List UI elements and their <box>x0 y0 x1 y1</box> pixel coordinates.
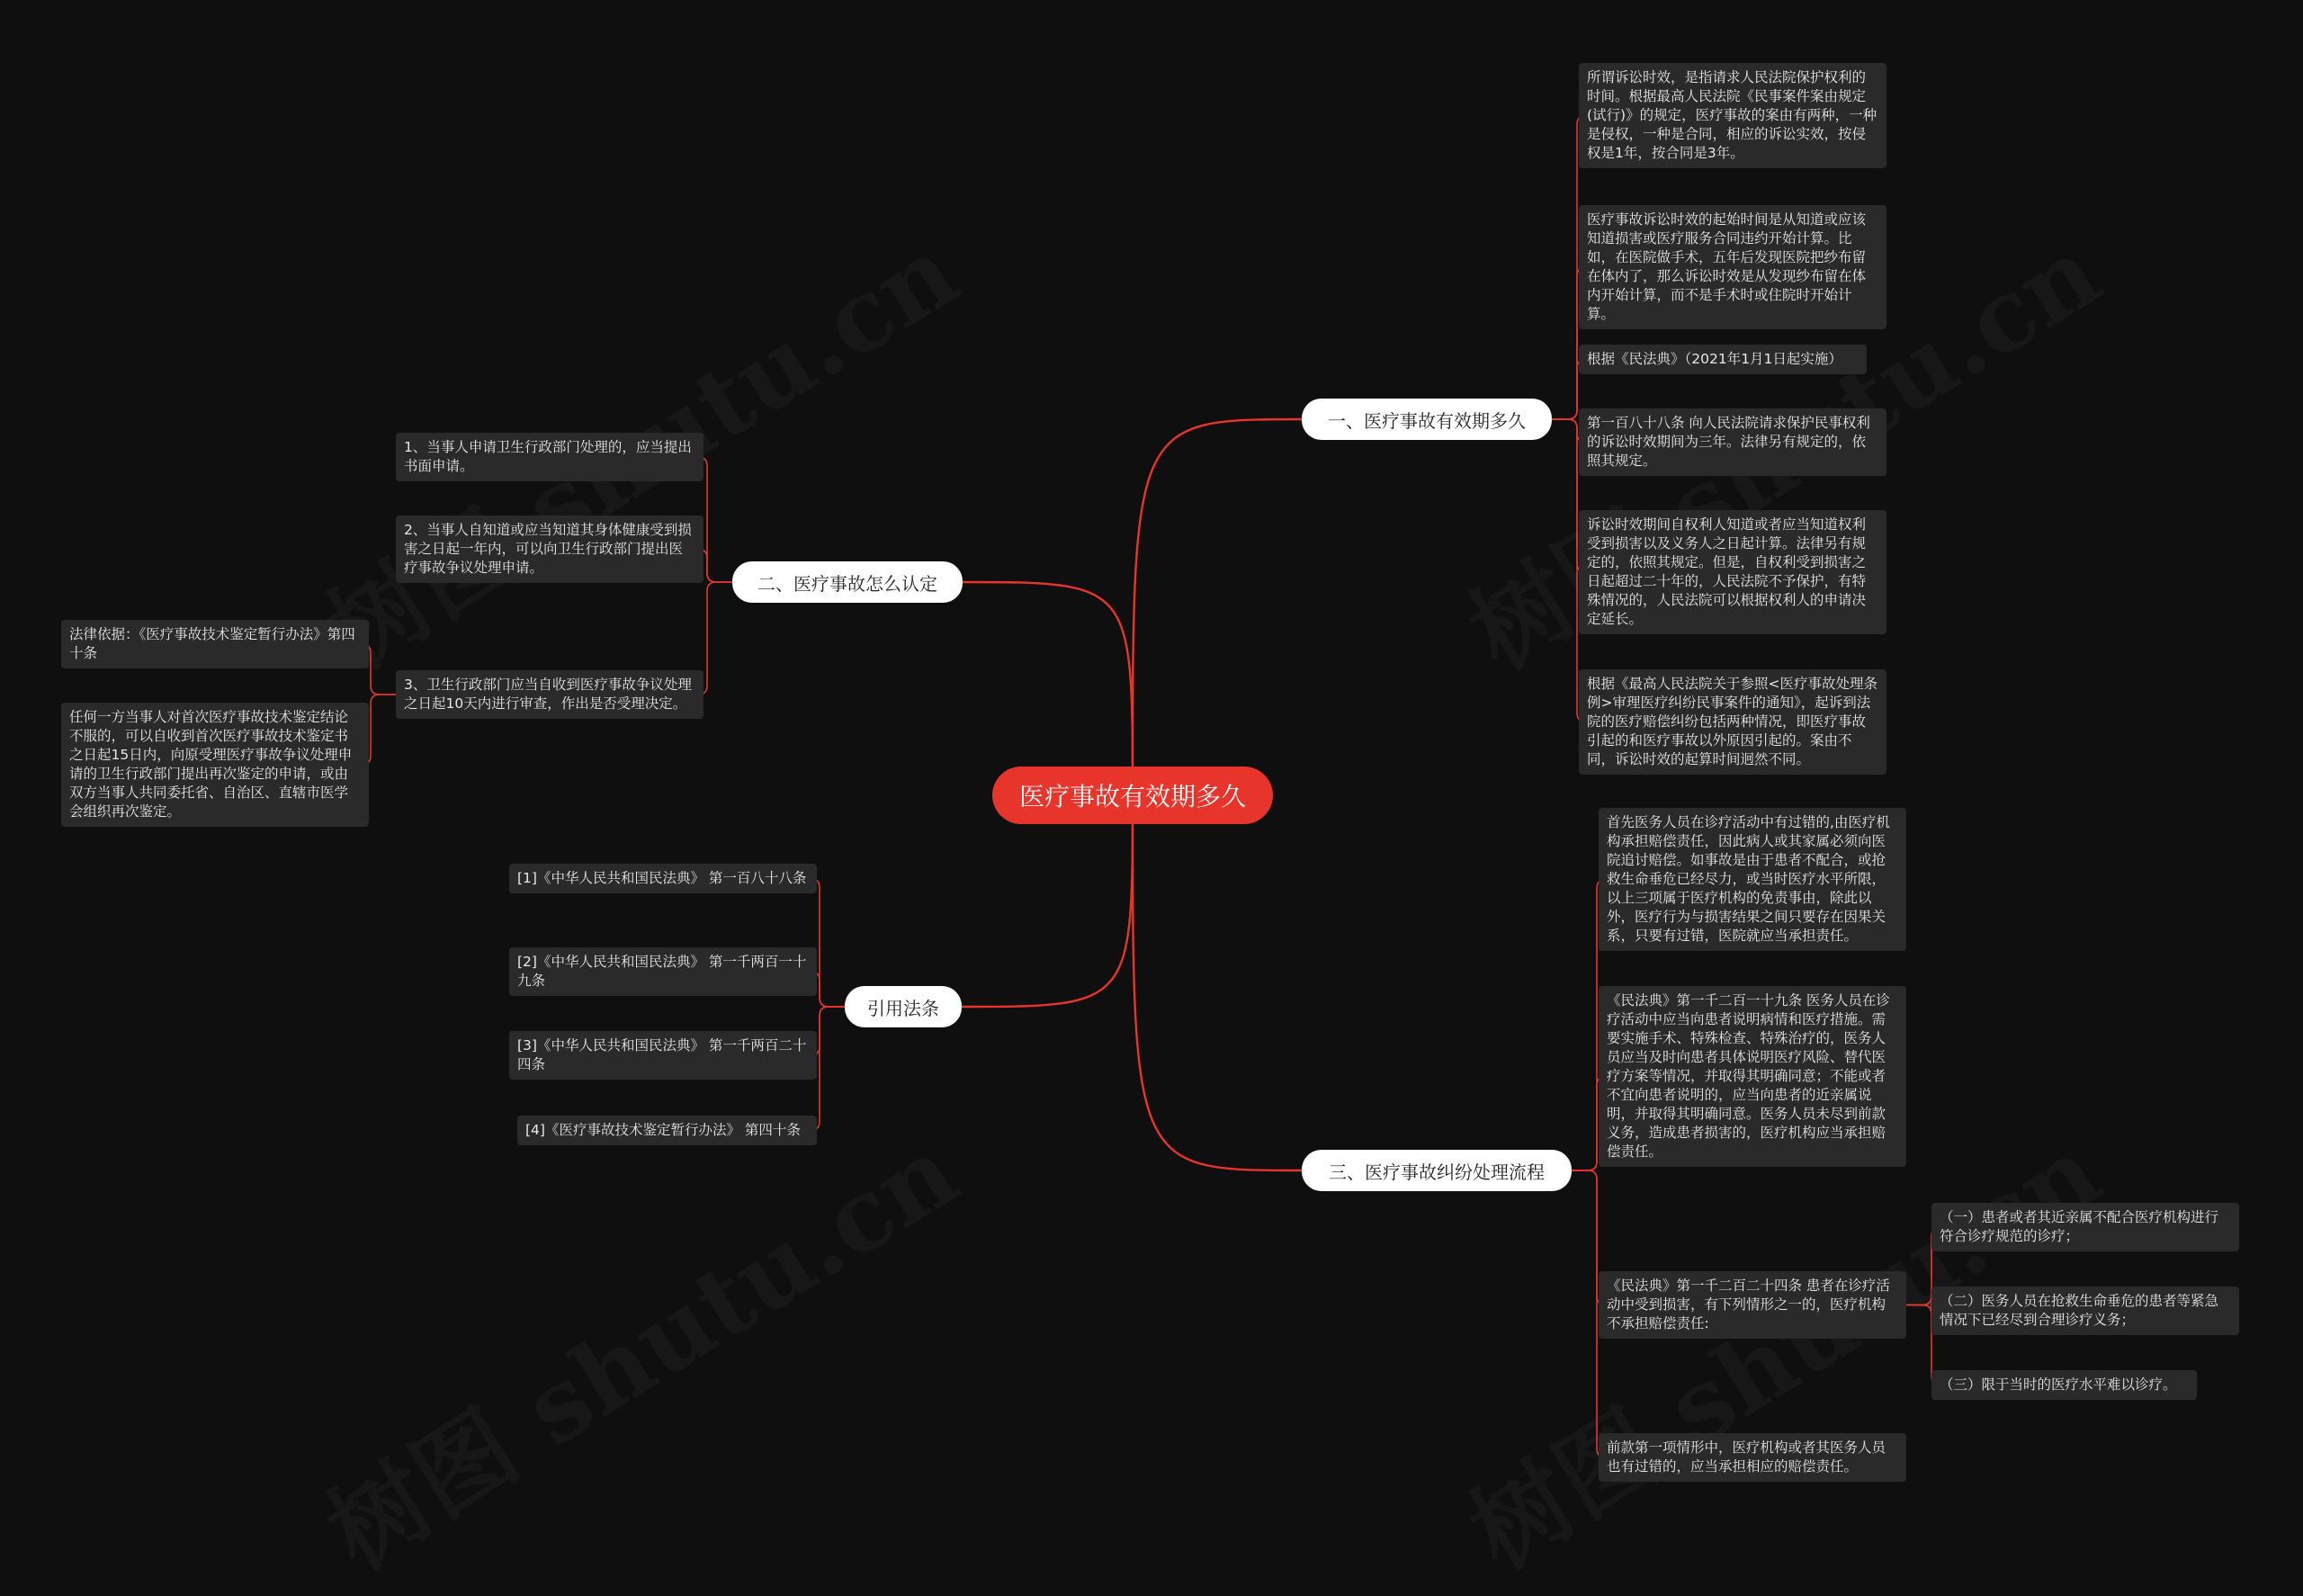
leaf-node[interactable]: 医疗事故诉讼时效的起始时间是从知道或应该知道损害或医疗服务合同违约开始计算。比如，在医院做手术，五年后发现医院把纱布留在体内了，那么诉讼时效是从发现纱布留在体内开始计算，而不是手术时或住院时开始计算。 <box>1579 205 1886 329</box>
leaf-node[interactable]: 前款第一项情形中，医疗机构或者其医务人员也有过错的，应当承担相应的赔偿责任。 <box>1599 1433 1906 1482</box>
branch-cited-laws[interactable]: 引用法条 <box>845 986 962 1027</box>
leaf-node[interactable]: 任何一方当事人对首次医疗事故技术鉴定结论不服的，可以自收到首次医疗事故技术鉴定书之日起15日内，向原受理医疗事故争议处理申请的卫生行政部门提出再次鉴定的申请，或由双方当事人共同委托省、自治区、直辖市医学会组织再次鉴定。 <box>61 703 369 827</box>
branch-how-to-determine[interactable]: 二、医疗事故怎么认定 <box>732 561 963 603</box>
leaf-node[interactable]: 3、卫生行政部门应当自收到医疗事故争议处理之日起10天内进行审查，作出是否受理决定。 <box>396 670 703 719</box>
leaf-node[interactable]: 2、当事人自知道或应当知道其身体健康受到损害之日起一年内，可以向卫生行政部门提出医疗事故争议处理申请。 <box>396 516 703 583</box>
leaf-node[interactable]: （二）医务人员在抢救生命垂危的患者等紧急情况下已经尽到合理诊疗义务； <box>1931 1287 2239 1335</box>
leaf-node[interactable]: 第一百八十八条 向人民法院请求保护民事权利的诉讼时效期间为三年。法律另有规定的，依照其规定。 <box>1579 408 1886 476</box>
leaf-node[interactable]: （一）患者或者其近亲属不配合医疗机构进行符合诊疗规范的诊疗； <box>1931 1203 2239 1251</box>
leaf-node[interactable]: 1、当事人申请卫生行政部门处理的，应当提出书面申请。 <box>396 433 703 481</box>
connector-line <box>1133 795 1302 1170</box>
leaf-node[interactable]: 法律依据：《医疗事故技术鉴定暂行办法》第四十条 <box>61 620 369 668</box>
connector-line <box>962 795 1133 1007</box>
leaf-node[interactable]: 首先医务人员在诊疗活动中有过错的,由医疗机构承担赔偿责任，因此病人或其家属必须向医院追讨赔偿。如事故是由于患者不配合，或抢救生命垂危已经尽力，或当时医疗水平所限，以上三项属于医疗机构的免责事由，除此以外，医疗行为与损害结果之间只要存在因果关系，只要有过错，医院就应当承担责任。 <box>1599 808 1906 951</box>
leaf-node[interactable]: （三）限于当时的医疗水平难以诊疗。 <box>1931 1370 2197 1400</box>
leaf-node[interactable]: 《民法典》第一千二百一十九条 医务人员在诊疗活动中应当向患者说明病情和医疗措施。需要实施手术、特殊检查、特殊治疗的，医务人员应当及时向患者具体说明医疗风险、替代医疗方案等情况，并取得其明确同意；不能或者不宜向患者说明的，应当向患者的近亲属说明，并取得其明确同意。医务人员未尽到前款义务，造成患者损害的，医疗机构应当承担赔偿责任。 <box>1599 986 1906 1167</box>
leaf-node[interactable]: [3]《中华人民共和国民法典》 第一千两百二十四条 <box>509 1031 817 1080</box>
root-topic[interactable]: 医疗事故有效期多久 <box>992 767 1273 824</box>
leaf-node[interactable]: [2]《中华人民共和国民法典》 第一千两百一十九条 <box>509 947 817 996</box>
leaf-node[interactable]: 根据《民法典》（2021年1月1日起实施） <box>1579 345 1867 374</box>
connector-line <box>1133 419 1302 795</box>
leaf-node[interactable]: 根据《最高人民法院关于参照<医疗事故处理条例>审理医疗纠纷民事案件的通知》，起诉到法院的医疗赔偿纠纷包括两种情况，即医疗事故引起的和医疗事故以外原因引起的。案由不同，诉讼时效的起算时间迥然不同。 <box>1579 669 1886 775</box>
branch-validity-period[interactable]: 一、医疗事故有效期多久 <box>1302 399 1552 440</box>
leaf-node[interactable]: 诉讼时效期间自权利人知道或者应当知道权利受到损害以及义务人之日起计算。法律另有规定的，依照其规定。但是，自权利受到损害之日起超过二十年的，人民法院不予保护，有特殊情况的，人民法院可以根据权利人的申请决定延长。 <box>1579 510 1886 634</box>
leaf-node[interactable]: [4]《医疗事故技术鉴定暂行办法》 第四十条 <box>517 1116 817 1145</box>
leaf-node[interactable]: 所谓诉讼时效，是指请求人民法院保护权利的时间。根据最高人民法院《民事案件案由规定(试行)》的规定，医疗事故的案由有两种，一种是侵权，一种是合同，相应的诉讼实效，按侵权是1年，按合同是3年。 <box>1579 63 1886 168</box>
leaf-node[interactable]: [1]《中华人民共和国民法典》 第一百八十八条 <box>509 864 817 893</box>
connector-line <box>963 582 1133 795</box>
branch-dispute-process[interactable]: 三、医疗事故纠纷处理流程 <box>1302 1150 1572 1191</box>
leaf-node[interactable]: 《民法典》第一千二百二十四条 患者在诊疗活动中受到损害，有下列情形之一的，医疗机构不承担赔偿责任: <box>1599 1271 1906 1339</box>
